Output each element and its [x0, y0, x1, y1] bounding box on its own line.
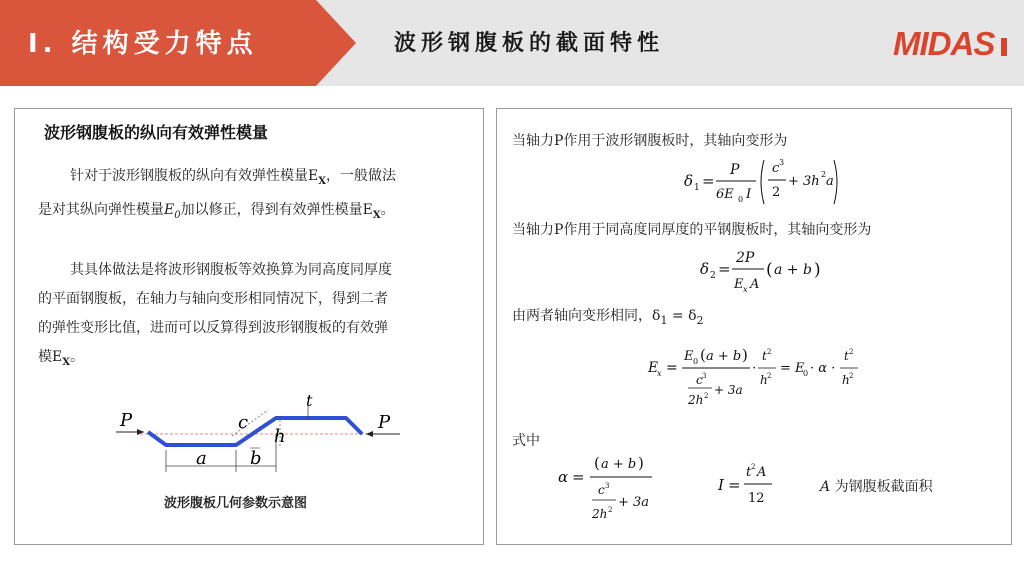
text-axial-flat: 当轴力P作用于同高度同厚度的平钢腹板时，其轴向变形为	[512, 222, 872, 238]
paragraph-1	[38, 162, 468, 230]
figure-caption: 波形腹板几何参数示意图	[164, 496, 308, 511]
ex-h: h	[760, 373, 768, 387]
label-c: c	[238, 412, 249, 433]
ex-lhs-sub: x	[657, 369, 662, 378]
label-b: b	[250, 448, 262, 469]
paragraph-2	[38, 256, 468, 377]
web-profile	[148, 418, 362, 445]
paragraph-2-line-3: 的弹性变形比值，进而可以反算得到波形钢腹板的有效弹	[38, 320, 388, 336]
delta1-plus: + 3h	[788, 174, 820, 189]
ex-t: t	[762, 349, 767, 363]
inertia-equals: =	[728, 476, 741, 494]
ex-num-lparen: (	[700, 346, 706, 364]
ex-t-sup-2: 2	[849, 348, 854, 356]
text-where: 式中	[512, 433, 540, 449]
alpha-lparen: (	[594, 454, 600, 472]
delta1-den-end: I	[746, 187, 752, 202]
alpha-den-h-sup: 2	[608, 506, 613, 514]
delta1-den: 6E	[716, 187, 734, 202]
formula-ex	[646, 340, 876, 416]
label-a: a	[196, 448, 207, 469]
ex-den-h: 2h	[688, 393, 704, 407]
delta2-den-end: A	[750, 277, 760, 292]
midas-logo	[893, 24, 1007, 64]
ex-alpha: · α ·	[810, 361, 836, 376]
delta1-equals: =	[702, 172, 715, 190]
left-heading: 波形钢腹板的纵向有效弹性模量	[44, 123, 269, 142]
logo-bar	[1001, 38, 1007, 56]
delta2-lhs-sub: 2	[710, 271, 716, 281]
label-t: t	[306, 392, 313, 410]
paragraph-1-line-1: 针对于波形钢腹板的纵向有效弹性模量$E_X$，一般做法	[70, 168, 396, 187]
ex-num-rparen: )	[742, 346, 748, 364]
ex-den-plus: + 3a	[714, 383, 743, 397]
delta1-lhs-sub: 1	[694, 183, 700, 193]
text-axial-corrugated: 当轴力P作用于波形钢腹板时，其轴向变形为	[512, 133, 788, 149]
label-p-right: P	[378, 412, 391, 433]
delta1-left-paren	[761, 160, 764, 204]
delta2-den: E	[734, 277, 744, 292]
ex-den-c-sup: 3	[702, 372, 707, 380]
ex-t-2: t	[844, 349, 849, 363]
delta2-den-sub: x	[743, 285, 748, 294]
label-p-left: P	[120, 410, 133, 431]
delta1-plus-end: a	[826, 174, 834, 189]
paragraph-2-line-4: 模$E_X$。	[38, 349, 84, 368]
formula-delta1	[680, 152, 840, 208]
delta1-right-paren	[834, 160, 837, 204]
logo-text: MIDAS	[893, 25, 995, 62]
ex-num: E	[684, 349, 694, 364]
paragraph-2-line-2: 的平面钢腹板，在轴力与轴向变形相同情况下，得到二者	[38, 291, 388, 307]
ex-mid: = E	[780, 361, 805, 376]
inertia-num-end: A	[757, 465, 767, 480]
ex-den-h-sup: 2	[704, 392, 709, 400]
label-h: h	[274, 426, 286, 447]
delta1-inner-num: c	[772, 161, 780, 176]
paragraph-1-line-2: 是对其纵向弹性模量$E_0$加以修正，得到有效弹性模量$E_X$。	[38, 201, 395, 221]
alpha-equals: =	[572, 468, 585, 486]
delta1-lhs: δ	[684, 172, 694, 190]
delta1-inner-den: 2	[772, 185, 781, 200]
inertia-lhs: I	[718, 476, 724, 494]
delta2-lhs: δ	[700, 260, 710, 278]
alpha-den-h: 2h	[592, 507, 608, 521]
ex-h-2: h	[842, 373, 850, 387]
inertia-num-sup: 2	[751, 463, 756, 471]
text-equal-deformation: 由两者轴向变形相同，$\delta_1 = \delta_2$	[512, 308, 704, 327]
ex-equals: =	[666, 360, 678, 376]
inertia-num: t	[746, 465, 752, 480]
delta1-num: P	[730, 162, 740, 178]
delta1-plus-sup: 2	[821, 170, 827, 179]
alpha-den-c-sup: 3	[605, 482, 610, 490]
delta2-right-paren: )	[814, 260, 821, 280]
paragraph-2-line-1: 其具体做法是将波形钢腹板等效换算为同高度同厚度	[70, 262, 392, 278]
ex-h-sup-2: 2	[849, 372, 854, 380]
ex-mid-sub: 0	[803, 369, 809, 378]
formula-delta2	[696, 244, 826, 296]
formula-inertia	[716, 456, 780, 512]
ex-t-sup: 2	[767, 348, 772, 356]
alpha-den-plus: + 3a	[618, 495, 650, 510]
section-title: I. 结构受力特点	[28, 29, 258, 59]
corrugated-web-diagram	[110, 392, 410, 472]
slide-header	[0, 0, 1024, 86]
alpha-lhs: α	[558, 468, 569, 486]
alpha-num: a + b	[601, 457, 637, 472]
ex-den-c: c	[696, 373, 703, 387]
formula-alpha	[554, 450, 674, 530]
delta2-left-paren: (	[766, 260, 773, 280]
text-area: A 为钢腹板截面积	[820, 479, 933, 495]
slide-title: 波形钢腹板的截面特性	[394, 31, 665, 56]
ex-num-paren: a + b	[706, 349, 742, 364]
ex-lhs: E	[648, 360, 659, 376]
alpha-rparen: )	[638, 454, 644, 472]
ex-num-sub: 0	[693, 357, 699, 366]
delta1-inner-num-sup: 3	[779, 158, 785, 167]
delta2-equals: =	[718, 260, 731, 278]
force-right-arrow-icon	[366, 431, 373, 437]
ex-dot-1: ·	[752, 361, 757, 376]
delta2-num: 2P	[736, 250, 755, 266]
alpha-den-c: c	[598, 483, 605, 497]
delta1-den-sub: 0	[738, 195, 744, 204]
ex-h-sup: 2	[767, 372, 772, 380]
delta2-paren-content: a + b	[774, 262, 812, 278]
inertia-den: 12	[748, 491, 765, 506]
